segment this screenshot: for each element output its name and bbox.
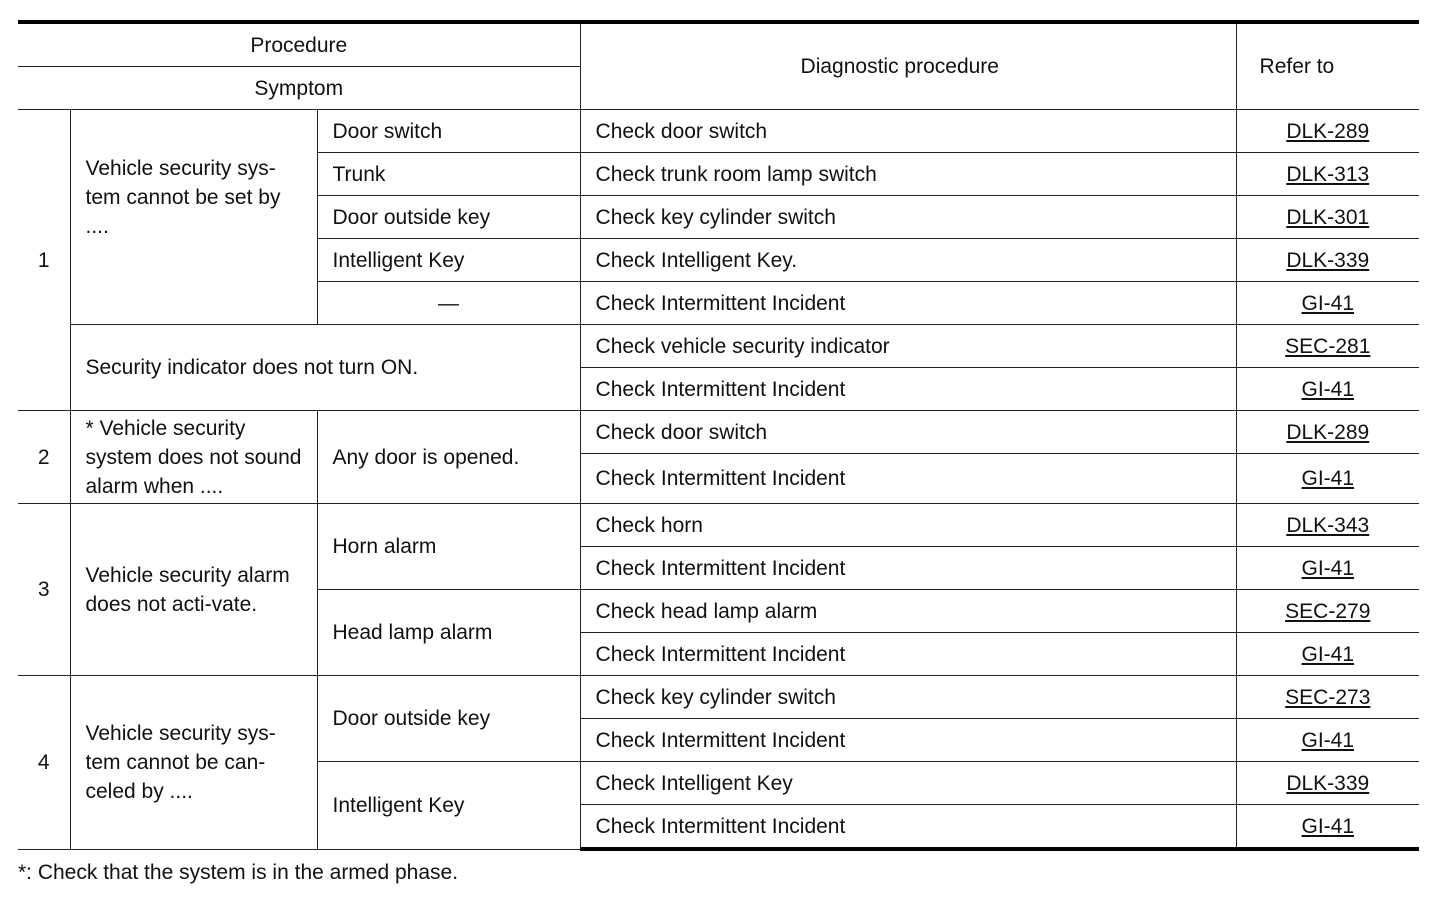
reference-link[interactable]: DLK-339 [1286,248,1370,272]
reference-link[interactable]: DLK-313 [1286,162,1370,186]
group-number: 4 [18,676,70,850]
procedure-cell: Check Intelligent Key [580,762,1236,805]
reference-link[interactable]: GI-41 [1301,642,1355,666]
table-row [18,110,1419,153]
reference-link-cell [1236,153,1419,196]
reference-link[interactable]: DLK-343 [1286,513,1370,537]
indicator-symptom-cell: Security indicator does not turn ON. [70,325,580,411]
group-number: 2 [18,411,70,504]
procedure-cell: Check door switch [580,411,1236,454]
group-number: 3 [18,504,70,676]
symptom-header: Symptom [18,67,580,110]
condition-cell: Horn alarm [317,504,580,590]
reference-link-cell [1236,504,1419,547]
reference-link-cell [1236,762,1419,805]
symptom-cell: Vehicle security sys-tem cannot be can-celed by .... [70,676,317,850]
condition-cell: Any door is opened. [317,411,580,504]
reference-link[interactable]: GI-41 [1301,291,1355,315]
diagnostic-procedure-header: Diagnostic procedure [580,22,1236,110]
table-row [18,411,1419,454]
symptom-cell: Vehicle security alarm does not acti-vate. [70,504,317,676]
reference-link-cell [1236,547,1419,590]
diagnosis-table [18,20,1419,851]
reference-link[interactable]: SEC-273 [1285,685,1371,709]
table-row [18,325,1419,368]
table-row [18,676,1419,719]
condition-cell: Intelligent Key [317,762,580,850]
condition-cell: Door switch [317,110,580,153]
condition-cell: Trunk [317,153,580,196]
reference-link[interactable]: DLK-301 [1286,205,1370,229]
reference-link[interactable]: SEC-281 [1285,334,1371,358]
reference-link[interactable]: GI-41 [1301,467,1355,490]
procedure-cell: Check horn [580,504,1236,547]
reference-link-cell [1236,325,1419,368]
reference-link-cell [1236,676,1419,719]
reference-link[interactable]: DLK-289 [1286,119,1370,143]
procedure-cell: Check key cylinder switch [580,196,1236,239]
procedure-cell: Check Intermittent Incident [580,805,1236,850]
reference-link-cell [1236,196,1419,239]
reference-link-cell [1236,282,1419,325]
procedure-cell: Check Intermittent Incident [580,282,1236,325]
reference-link[interactable]: GI-41 [1301,728,1355,752]
reference-link-cell [1236,719,1419,762]
symptom-cell: Vehicle security sys-tem cannot be set by .... [70,110,317,325]
procedure-cell: Check door switch [580,110,1236,153]
procedure-cell: Check Intermittent Incident [580,454,1236,504]
condition-cell: Intelligent Key [317,239,580,282]
procedure-cell: Check Intermittent Incident [580,547,1236,590]
reference-link-cell [1236,110,1419,153]
procedure-cell: Check Intermittent Incident [580,368,1236,411]
reference-link[interactable]: GI-41 [1301,814,1355,838]
procedure-cell: Check vehicle security indicator [580,325,1236,368]
condition-cell: — [317,282,580,325]
footnote: *: Check that the system is in the armed phase. [18,861,459,884]
procedure-cell: Check Intermittent Incident [580,719,1236,762]
reference-link-cell [1236,454,1419,504]
reference-link-cell [1236,590,1419,633]
reference-link-cell [1236,633,1419,676]
reference-link-cell [1236,411,1419,454]
condition-cell: Door outside key [317,676,580,762]
reference-link-cell [1236,368,1419,411]
reference-link[interactable]: GI-41 [1301,556,1355,580]
reference-link-cell [1236,239,1419,282]
refer-to-header: Refer to [1236,22,1419,110]
group-number: 1 [18,110,70,411]
procedure-cell: Check Intelligent Key. [580,239,1236,282]
procedure-cell: Check key cylinder switch [580,676,1236,719]
table-row [18,504,1419,547]
condition-cell: Door outside key [317,196,580,239]
reference-link[interactable]: DLK-339 [1286,771,1370,795]
procedure-header: Procedure [18,22,580,67]
reference-link-cell [1236,805,1419,850]
symptom-cell: * Vehicle security system does not sound alarm when .... [70,411,317,504]
procedure-cell: Check Intermittent Incident [580,633,1236,676]
procedure-cell: Check trunk room lamp switch [580,153,1236,196]
reference-link[interactable]: DLK-289 [1286,420,1370,444]
condition-cell: Head lamp alarm [317,590,580,676]
reference-link[interactable]: SEC-279 [1285,599,1371,623]
procedure-cell: Check head lamp alarm [580,590,1236,633]
reference-link[interactable]: GI-41 [1301,377,1355,401]
